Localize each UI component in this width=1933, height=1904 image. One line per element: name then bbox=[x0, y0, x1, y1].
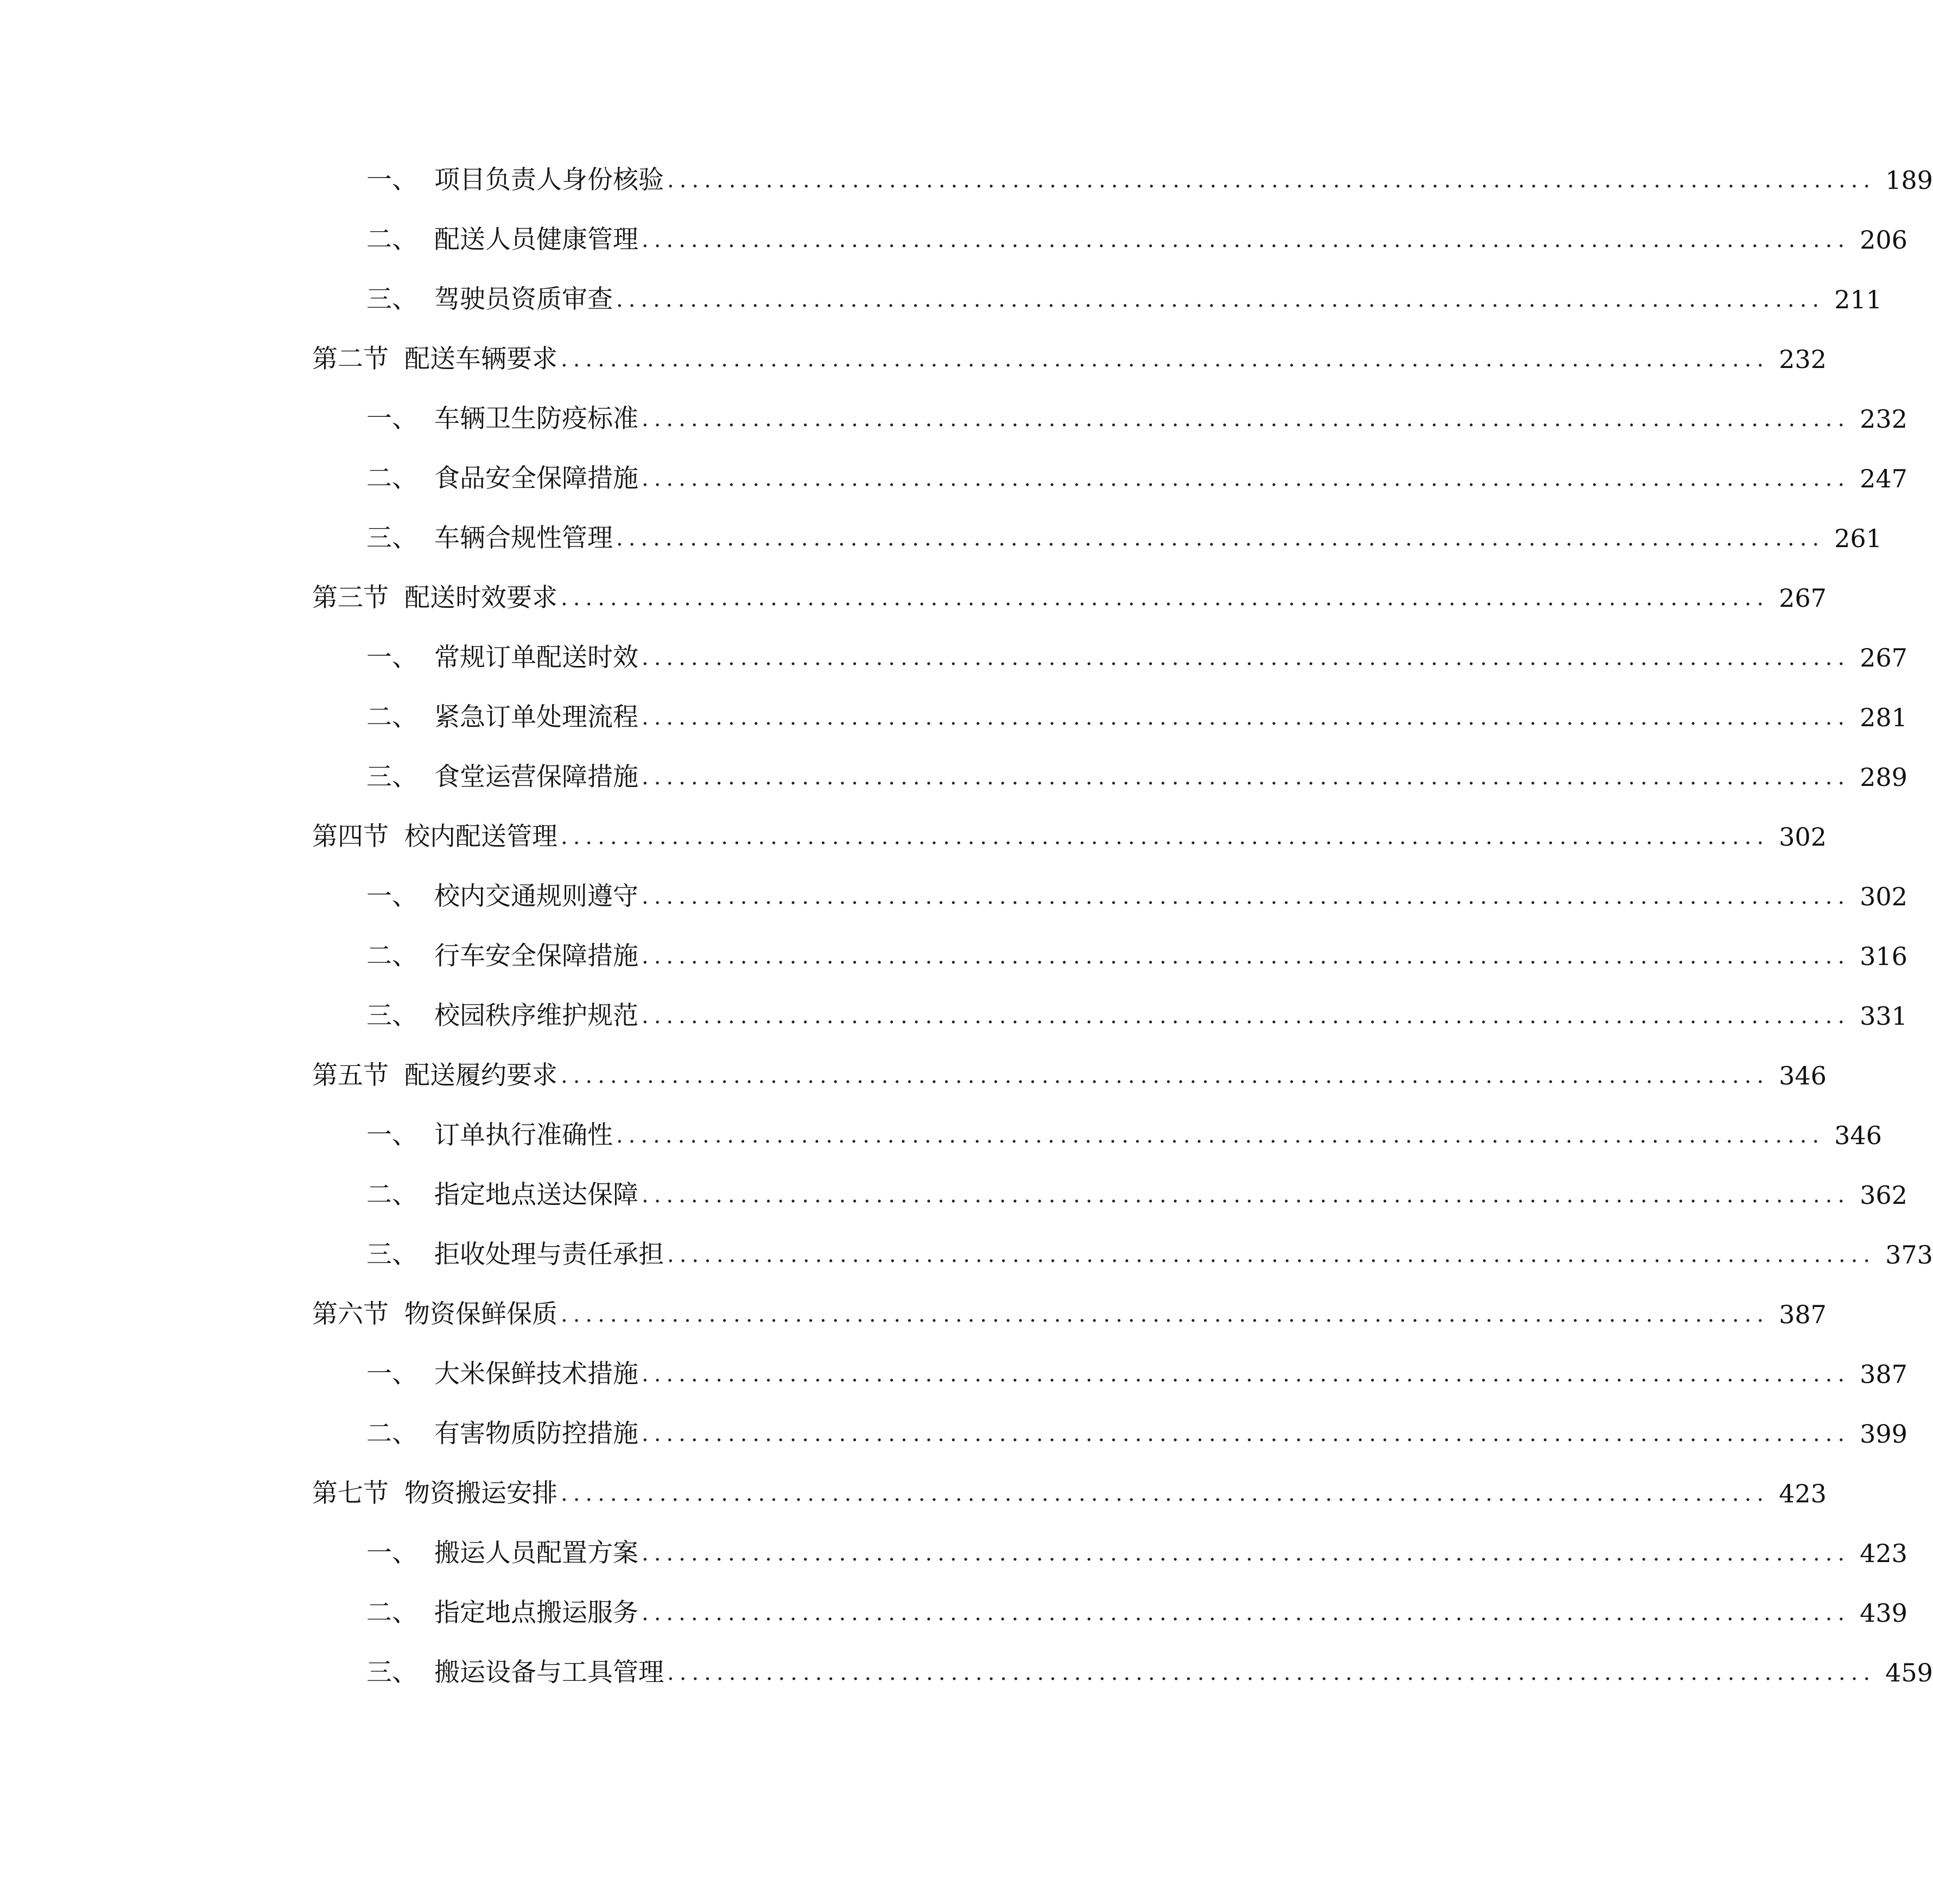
toc-entry-number: 三、 bbox=[366, 762, 417, 792]
toc-section-number: 第四节 bbox=[312, 822, 389, 852]
toc-dot-leader: .................................................................................................. bbox=[642, 705, 1850, 730]
toc-entry-title: 校园秩序维护规范 bbox=[434, 1001, 638, 1031]
toc-dot-leader: .................................................................................................. bbox=[642, 466, 1850, 491]
toc-entry-number: 二、 bbox=[366, 1598, 417, 1628]
toc-entry[interactable] bbox=[366, 221, 1907, 259]
toc-section-page: 267 bbox=[1779, 583, 1827, 613]
toc-section-page: 302 bbox=[1779, 822, 1827, 852]
toc-entry[interactable] bbox=[366, 878, 1907, 916]
toc-entry-page: 289 bbox=[1860, 763, 1907, 792]
toc-dot-leader: .................................................................................................. bbox=[642, 645, 1850, 670]
toc-section-number: 第六节 bbox=[312, 1299, 389, 1329]
toc-entry-title: 配送人员健康管理 bbox=[434, 225, 638, 255]
toc-entry-number: 二、 bbox=[366, 1419, 417, 1449]
toc-entry[interactable] bbox=[366, 519, 1882, 557]
toc-entry-page: 387 bbox=[1860, 1360, 1907, 1389]
toc-dot-leader: .................................................................................................. bbox=[642, 765, 1850, 790]
toc-entry-number: 二、 bbox=[366, 464, 417, 493]
toc-dot-leader: .................................................................................................. bbox=[561, 824, 1770, 849]
toc-entry-number: 三、 bbox=[366, 523, 417, 553]
toc-section-entry[interactable] bbox=[312, 1057, 1827, 1095]
toc-entry-title: 搬运人员配置方案 bbox=[434, 1538, 638, 1568]
toc-entry[interactable] bbox=[366, 161, 1933, 199]
toc-section-number: 第三节 bbox=[312, 583, 389, 613]
toc-entry-title: 常规订单配送时效 bbox=[434, 643, 638, 672]
toc-entry[interactable] bbox=[366, 1355, 1907, 1393]
toc-section-number: 第二节 bbox=[312, 344, 389, 374]
toc-section-number: 第七节 bbox=[312, 1478, 389, 1508]
toc-entry-number: 三、 bbox=[366, 1240, 417, 1270]
toc-entry-title: 车辆卫生防疫标准 bbox=[434, 404, 638, 434]
toc-entry-page: 423 bbox=[1860, 1539, 1907, 1568]
toc-section-entry[interactable] bbox=[312, 1296, 1827, 1334]
toc-entry-title: 有害物质防控措施 bbox=[434, 1419, 638, 1449]
toc-section-title: 物资保鲜保质 bbox=[404, 1299, 557, 1329]
toc-dot-leader: .................................................................................................. bbox=[561, 1063, 1770, 1088]
toc-dot-leader: .................................................................................................. bbox=[642, 1183, 1850, 1208]
toc-entry-number: 二、 bbox=[366, 225, 417, 255]
toc-section-title: 物资搬运安排 bbox=[404, 1478, 557, 1508]
toc-entry[interactable] bbox=[366, 699, 1907, 737]
toc-entry-page: 399 bbox=[1860, 1419, 1907, 1449]
toc-entry-number: 二、 bbox=[366, 1180, 417, 1210]
toc-entry-page: 439 bbox=[1860, 1598, 1907, 1628]
toc-entry[interactable] bbox=[366, 937, 1907, 975]
toc-dot-leader: .................................................................................................. bbox=[561, 586, 1770, 611]
toc-section-entry[interactable] bbox=[312, 818, 1827, 856]
toc-entry[interactable] bbox=[366, 460, 1907, 498]
toc-entry-page: 189 bbox=[1885, 166, 1933, 195]
toc-dot-leader: .................................................................................................. bbox=[561, 1481, 1770, 1506]
toc-entry-page: 346 bbox=[1834, 1121, 1882, 1150]
toc-entry[interactable] bbox=[366, 1534, 1907, 1572]
toc-dot-leader: .................................................................................................. bbox=[561, 347, 1770, 372]
toc-entry[interactable] bbox=[366, 758, 1907, 796]
toc-dot-leader: .................................................................................................. bbox=[642, 1421, 1850, 1446]
toc-entry[interactable] bbox=[366, 281, 1882, 319]
toc-entry[interactable] bbox=[366, 1176, 1907, 1214]
toc-section-title: 校内配送管理 bbox=[404, 822, 557, 852]
toc-entry-title: 搬运设备与工具管理 bbox=[434, 1658, 664, 1687]
toc-dot-leader: .................................................................................................. bbox=[642, 1362, 1850, 1387]
toc-section-title: 配送车辆要求 bbox=[404, 344, 557, 374]
toc-entry-title: 食品安全保障措施 bbox=[434, 464, 638, 493]
toc-entry-page: 373 bbox=[1885, 1240, 1933, 1270]
toc-entry-page: 362 bbox=[1860, 1181, 1907, 1210]
toc-dot-leader: .................................................................................................. bbox=[642, 1601, 1850, 1626]
toc-entry[interactable] bbox=[366, 1236, 1933, 1274]
toc-dot-leader: .................................................................................................. bbox=[616, 287, 1825, 312]
toc-dot-leader: .................................................................................................. bbox=[616, 526, 1825, 551]
toc-entry-number: 一、 bbox=[366, 165, 417, 195]
toc-entry-number: 一、 bbox=[366, 1359, 417, 1389]
toc-entry-number: 一、 bbox=[366, 643, 417, 672]
toc-entry[interactable] bbox=[366, 1594, 1907, 1632]
toc-entry-title: 紧急订单处理流程 bbox=[434, 702, 638, 732]
toc-section-entry[interactable] bbox=[312, 579, 1827, 617]
toc-entry-page: 206 bbox=[1860, 225, 1907, 255]
toc-dot-leader: .................................................................................................. bbox=[642, 407, 1850, 431]
toc-entry-title: 指定地点送达保障 bbox=[434, 1180, 638, 1210]
toc-entry-title: 订单执行准确性 bbox=[434, 1120, 613, 1150]
toc-entry-number: 三、 bbox=[366, 1001, 417, 1031]
toc-entry-page: 331 bbox=[1860, 1001, 1907, 1031]
toc-dot-leader: .................................................................................................. bbox=[642, 884, 1850, 909]
toc-entry-page: 302 bbox=[1860, 882, 1907, 911]
toc-entry[interactable] bbox=[366, 639, 1907, 677]
toc-entry-title: 大米保鲜技术措施 bbox=[434, 1359, 638, 1389]
toc-dot-leader: .................................................................................................. bbox=[561, 1302, 1770, 1327]
toc-entry-title: 食堂运营保障措施 bbox=[434, 762, 638, 792]
toc-entry-number: 一、 bbox=[366, 404, 417, 434]
toc-entry-page: 247 bbox=[1860, 464, 1907, 493]
toc-section-title: 配送时效要求 bbox=[404, 583, 557, 613]
toc-entry-number: 三、 bbox=[366, 1658, 417, 1687]
toc-entry-page: 459 bbox=[1885, 1658, 1933, 1687]
toc-section-page: 387 bbox=[1779, 1300, 1827, 1329]
toc-section-page: 232 bbox=[1779, 345, 1827, 374]
toc-entry-title: 拒收处理与责任承担 bbox=[434, 1240, 664, 1270]
toc-entry-number: 二、 bbox=[366, 941, 417, 971]
toc-entry-number: 三、 bbox=[366, 284, 417, 314]
toc-section-number: 第五节 bbox=[312, 1061, 389, 1090]
toc-entry-title: 驾驶员资质审查 bbox=[434, 284, 613, 314]
toc-section-page: 423 bbox=[1779, 1479, 1827, 1508]
toc-entry-page: 232 bbox=[1860, 404, 1907, 434]
toc-section-title: 配送履约要求 bbox=[404, 1061, 557, 1090]
toc-entry-title: 校内交通规则遵守 bbox=[434, 881, 638, 911]
toc-dot-leader: .................................................................................................. bbox=[642, 1541, 1850, 1566]
toc-dot-leader: .................................................................................................. bbox=[667, 1660, 1876, 1685]
toc-section-entry[interactable] bbox=[312, 340, 1827, 378]
toc-dot-leader: .................................................................................................. bbox=[642, 227, 1850, 252]
toc-entry-title: 车辆合规性管理 bbox=[434, 523, 613, 553]
toc-entry-number: 一、 bbox=[366, 1120, 417, 1150]
toc-entry-number: 一、 bbox=[366, 1538, 417, 1568]
toc-entry-title: 项目负责人身份核验 bbox=[434, 165, 664, 195]
toc-section-entry[interactable] bbox=[312, 1475, 1827, 1513]
toc-entry-page: 267 bbox=[1860, 643, 1907, 672]
toc-dot-leader: .................................................................................................. bbox=[642, 944, 1850, 969]
toc-dot-leader: .................................................................................................. bbox=[642, 1004, 1850, 1029]
toc-entry[interactable] bbox=[366, 1415, 1907, 1453]
toc-entry-page: 316 bbox=[1860, 942, 1907, 971]
toc-entry-number: 一、 bbox=[366, 881, 417, 911]
toc-dot-leader: .................................................................................................. bbox=[667, 1242, 1876, 1267]
toc-dot-leader: .................................................................................................. bbox=[616, 1123, 1825, 1148]
toc-entry[interactable] bbox=[366, 1654, 1933, 1692]
toc-entry-title: 指定地点搬运服务 bbox=[434, 1598, 638, 1628]
toc-entry-page: 211 bbox=[1834, 285, 1882, 314]
toc-section-page: 346 bbox=[1779, 1061, 1827, 1090]
toc-dot-leader: .................................................................................................. bbox=[667, 168, 1876, 193]
toc-entry-number: 二、 bbox=[366, 702, 417, 732]
toc-entry-page: 261 bbox=[1834, 524, 1882, 553]
toc-entry-title: 行车安全保障措施 bbox=[434, 941, 638, 971]
toc-entry[interactable] bbox=[366, 1116, 1882, 1154]
toc-entry-page: 281 bbox=[1860, 703, 1907, 732]
toc-entry[interactable] bbox=[366, 400, 1907, 438]
toc-entry[interactable] bbox=[366, 997, 1907, 1035]
